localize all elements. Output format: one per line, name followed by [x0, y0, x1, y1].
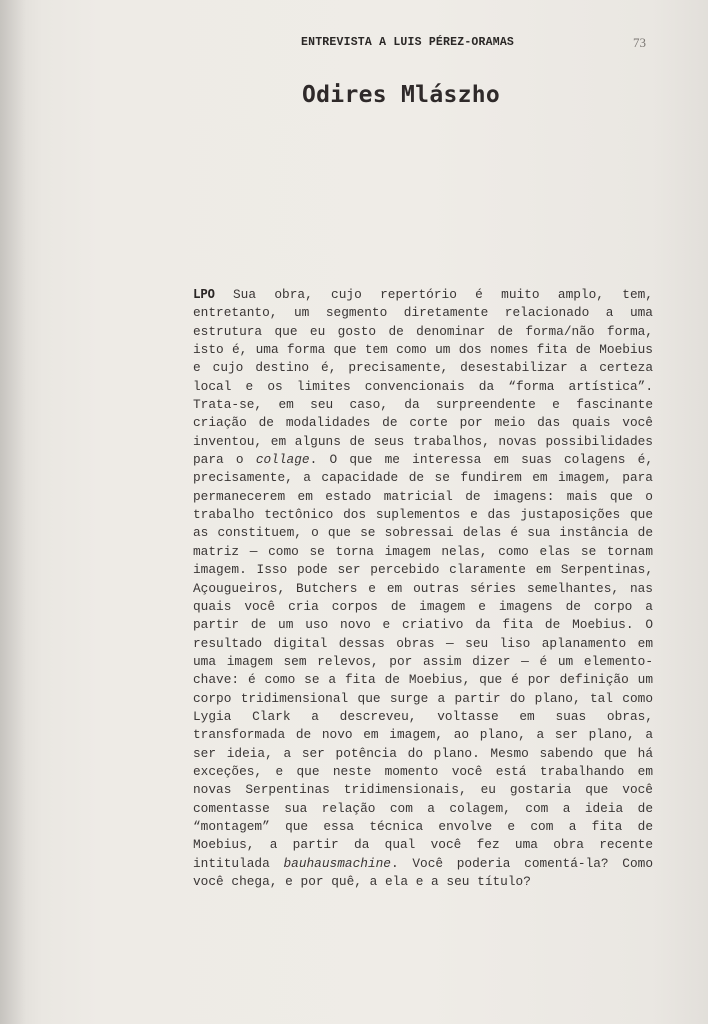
- italic-term-bauhausmachine: bauhausmachine: [283, 855, 391, 871]
- article-title: Odires Mlászho: [302, 82, 501, 108]
- page-number: 73: [633, 35, 646, 50]
- paragraph-text: . O que me interessa em suas colagens é, precisamente, a capacidade de se fundirem em imagem, para permanecerem em estado matricial de imagens: mais que o trabalho tectônico dos suplementos e das justaposições que as constituem, o que se sobressai delas é sua instância de matriz — como se torna imagem nelas, como elas se tornam imagem. Isso pode ser percebido claramente em Serpentinas, Açougueiros, Butchers e em outras séries semelhantes, nas quais você cria corpos de imagem e imagens de corpo a partir de um uso novo e criativo da fita de Moebius. O resultado digital dessas obras — seu liso aplanamento em uma imagem sem relevos, por assim dizer — é um elemento-chave: é como se a fita de Moebius, que é por definição um corpo tridimensional que surge a partir do plano, tal como Lygia Clark a descreveu, voltasse em suas obras, transformada de novo em imagem, ao plano, a ser plano, a ser ideia, a ser potência do plano. Mesmo sabendo que há exceções, e que neste momento você está trabalhando em novas Serpentinas tridimensionais, eu gostaria que você comentasse sua relação com a colagem, com a ideia de “montagem” que essa técnica envolve e com a fita de Moebius, a partir da qual você fez uma obra recente intitulada: [193, 452, 653, 871]
- running-head: ENTREVISTA A LUIS PÉREZ-ORAMAS: [301, 36, 515, 49]
- speaker-label: LPO: [193, 286, 215, 301]
- gutter-shadow: [0, 0, 26, 1024]
- italic-term-collage: collage: [255, 452, 310, 468]
- interview-question-paragraph: [193, 285, 653, 891]
- paragraph-text: . Você poderia comentá-la? Como você chega, e por quê, a ela e a seu título?: [193, 855, 653, 889]
- paragraph-text: Sua obra, cujo repertório é muito amplo, tem, entretanto, um segmento diretamente relacionado a uma estrutura que eu gosto de denominar de forma/não forma, isto é, uma forma que tem como um dos nomes fita de Moebius e cujo destino é, precisamente, desestabilizar a certeza local e os limites convencionais da “forma artística”. Trata-se, em seu caso, da surpreendente e fascinante criação de modalidades de corte por meio das quais você inventou, em alguns de seus trabalhos, novas possibilidades para o: [193, 287, 653, 468]
